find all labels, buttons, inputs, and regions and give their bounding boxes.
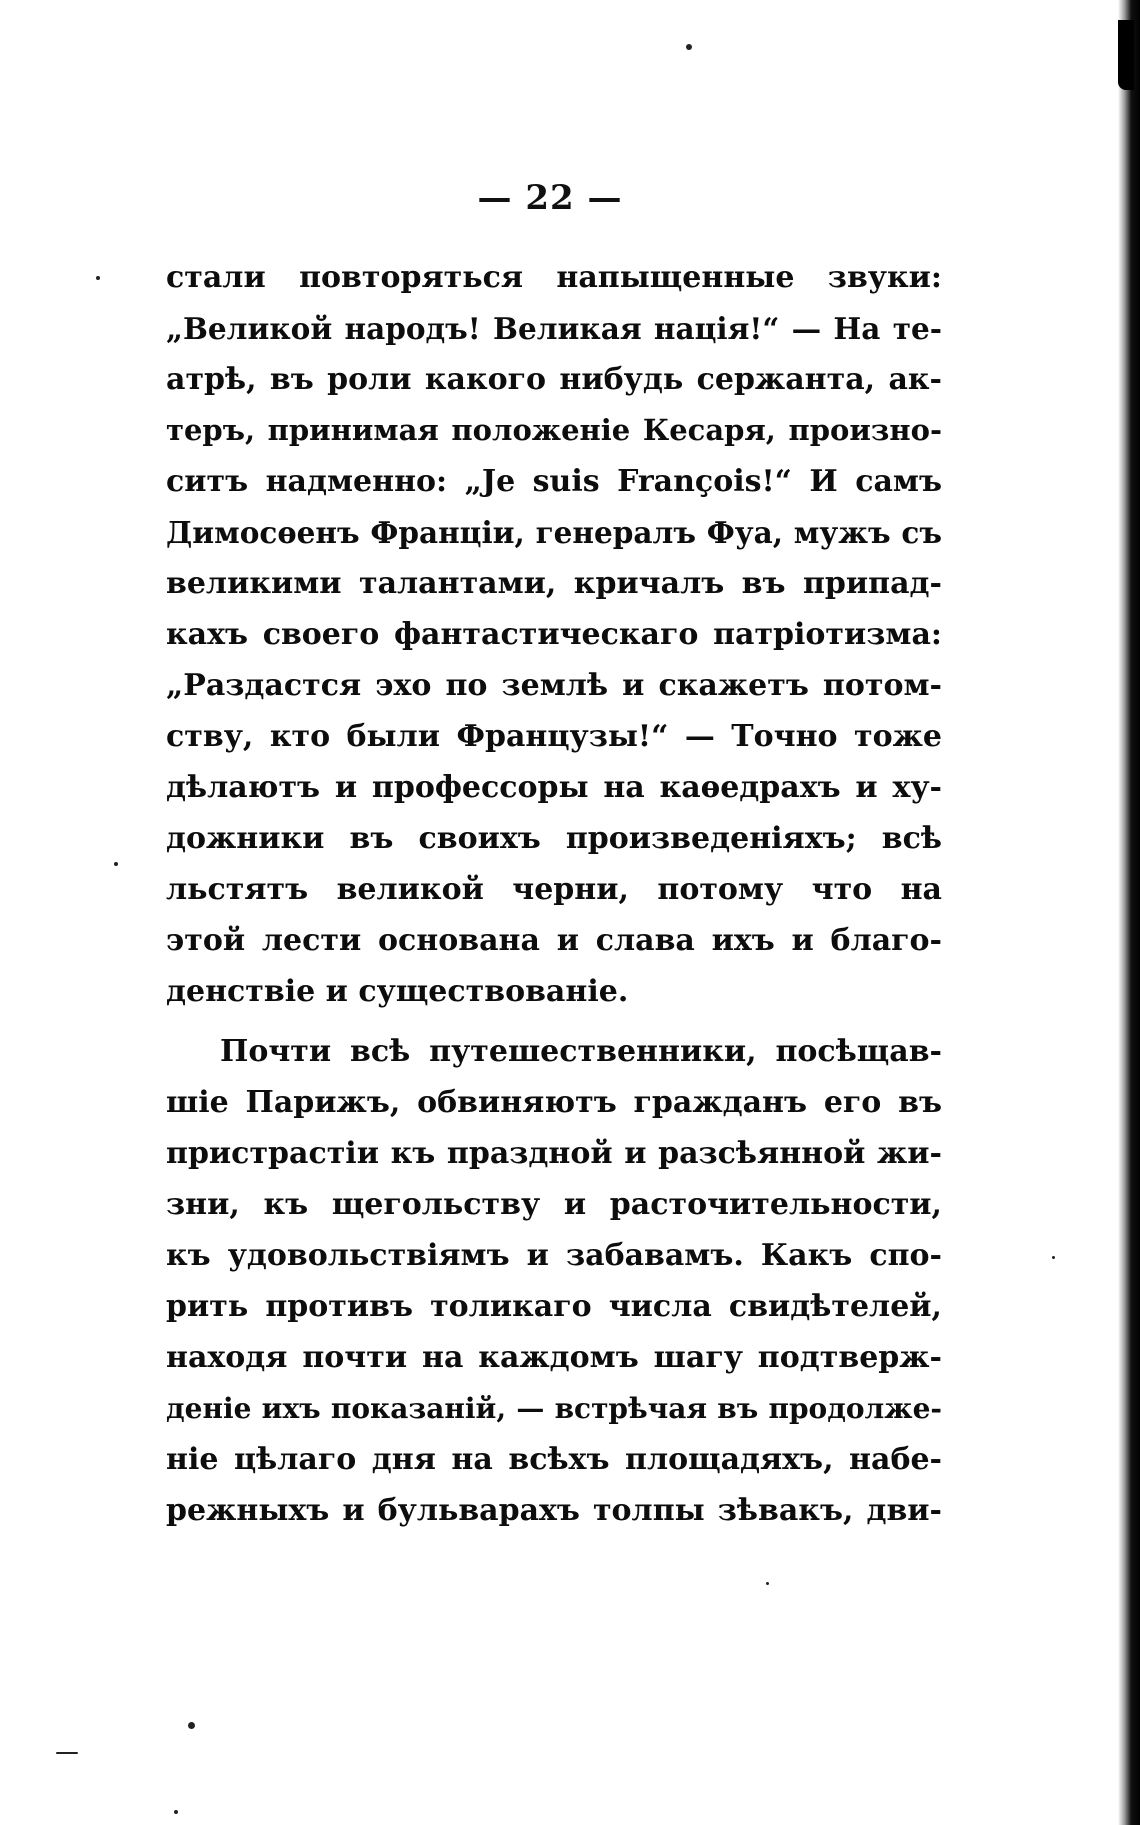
text-line: шіе Парижъ, обвиняютъ гражданъ его въ: [166, 1085, 942, 1120]
scan-speck: [188, 1722, 195, 1729]
page-text: [166, 252, 942, 1536]
text-line: ситъ надменно: „Je suis François!“ И самъ: [166, 464, 942, 499]
text-line: великими талантами, кричалъ въ припад-: [166, 566, 942, 601]
text-line: режныхъ и бульварахъ толпы зѣвакъ, дви-: [166, 1493, 942, 1528]
text-line: льстятъ великой черни, потому что на: [166, 872, 942, 907]
text-line: денствіе и существованіе.: [166, 974, 629, 1009]
page-edge-mark: [1118, 20, 1134, 90]
text-line: „Великой народъ! Великая нація!“ — На те-: [166, 311, 942, 346]
text-line: пристрастіи къ праздной и разсѣянной жи-: [166, 1136, 942, 1171]
scan-speck: [96, 276, 100, 280]
text-line: этой лести основана и слава ихъ и благо-: [166, 923, 942, 958]
paragraph-gap: [166, 1017, 942, 1026]
text-line: деніе ихъ показаній, — встрѣчая въ продолже-: [166, 1392, 942, 1425]
scan-speck: [174, 1810, 178, 1814]
text-line: стали повторяться напыщенные звуки:: [166, 260, 942, 295]
scan-speck: [1052, 1256, 1055, 1259]
text-line: Почти всѣ путешественники, посѣщав-: [220, 1034, 942, 1069]
text-line: рить противъ толикаго числа свидѣтелей,: [166, 1289, 942, 1324]
text-line: кахъ своего фантастическаго патріотизма:: [166, 617, 942, 652]
text-line: дожники въ своихъ произведеніяхъ; всѣ: [166, 821, 942, 856]
text-line: ству, кто были Французы!“ — Точно тоже: [166, 719, 942, 754]
text-line: Димосѳенъ Франціи, генералъ Фуа, мужъ съ: [166, 515, 942, 550]
text-line: теръ, принимая положеніе Кесаря, произно-: [166, 413, 942, 447]
text-line: ніе цѣлаго дня на всѣхъ площадяхъ, набе-: [166, 1442, 942, 1477]
scan-speck: [56, 1752, 78, 1754]
paragraph-1: [166, 252, 942, 1017]
page-number: — 22 —: [477, 178, 623, 218]
page-edge-shadow: [1118, 0, 1140, 1825]
scan-speck: [114, 862, 118, 866]
text-line: „Раздастся эхо по землѣ и скажетъ потом-: [166, 668, 942, 703]
text-line: дѣлаютъ и профессоры на каѳедрахъ и ху-: [166, 770, 942, 805]
text-line: зни, къ щегольству и расточительности,: [166, 1187, 942, 1222]
text-line: находя почти на каждомъ шагу подтверж-: [166, 1340, 942, 1375]
text-line: къ удовольствіямъ и забавамъ. Какъ спо-: [166, 1238, 942, 1273]
scan-speck: [766, 1582, 769, 1585]
paragraph-2: [166, 1026, 942, 1536]
text-line: атрѣ, въ роли какого нибудь сержанта, ак-: [166, 362, 942, 397]
scan-speck: [686, 44, 692, 50]
